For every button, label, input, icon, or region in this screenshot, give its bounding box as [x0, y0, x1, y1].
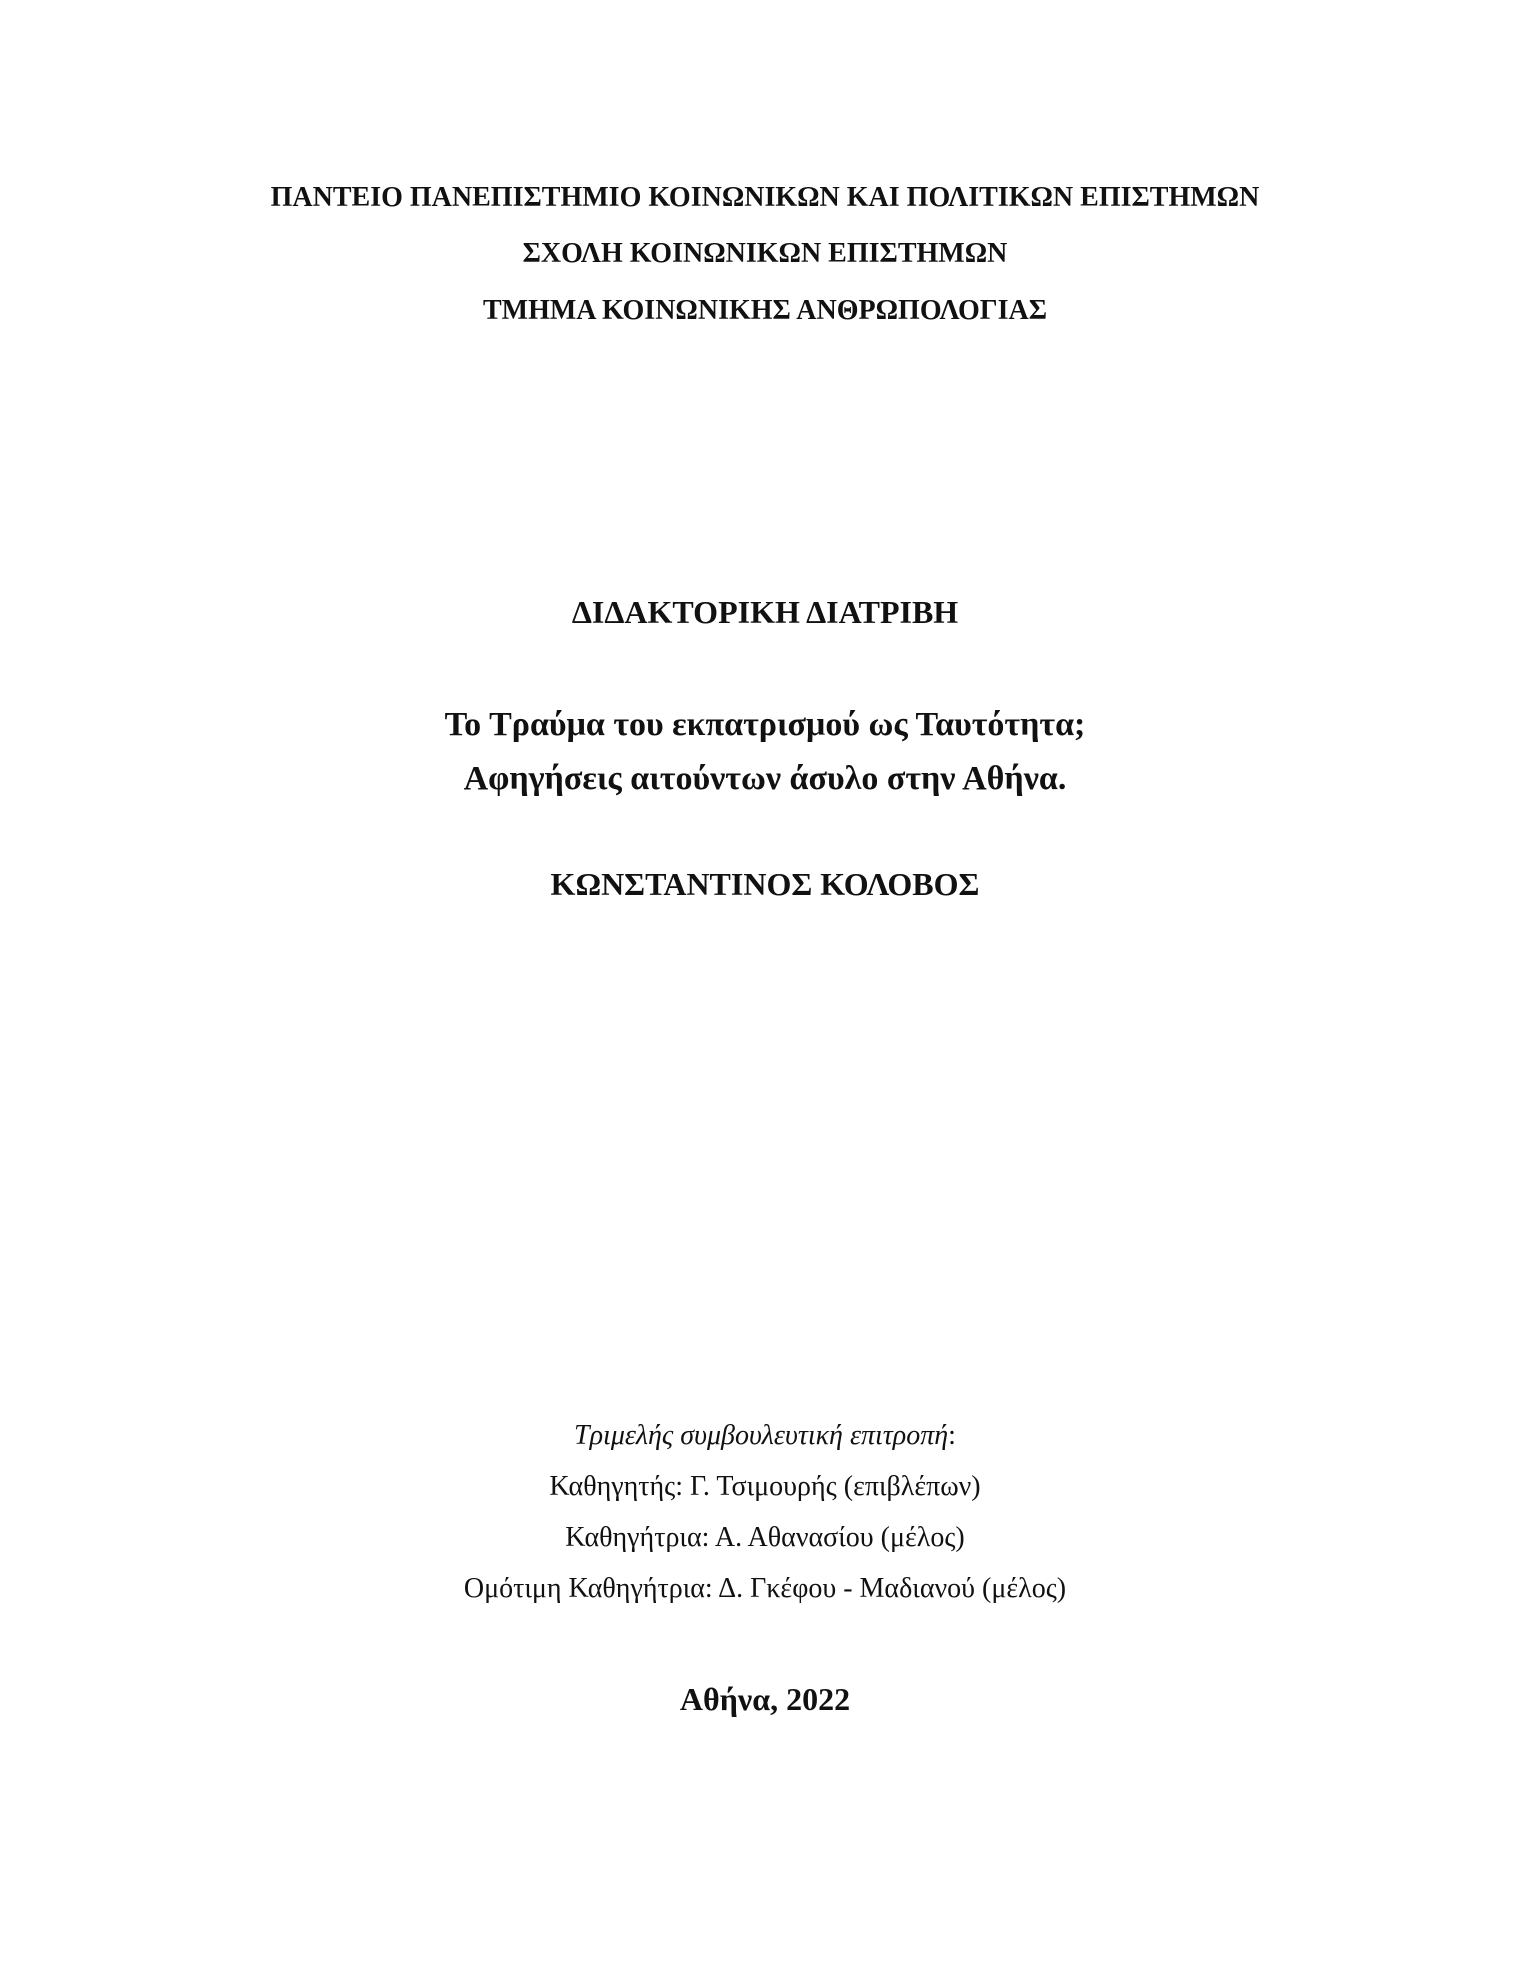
university-name: ΠΑΝΤΕΙΟ ΠΑΝΕΠΙΣΤΗΜΙΟ ΚΟΙΝΩΝΙΚΩΝ ΚΑΙ ΠΟΛΙΤΙΚΩΝ ΕΠΙΣΤΗΜΩΝ	[270, 182, 1260, 213]
department-name: ΤΜΗΜΑ ΚΟΙΝΩΝΙΚΗΣ ΑΝΘΡΩΠΟΛΟΓΙΑΣ	[482, 295, 1048, 326]
committee-member: Καθηγητής: Γ. Τσιμουρής (επιβλέπων)	[549, 1471, 981, 1502]
author-name: ΚΩΝΣΤΑΝΤΙΝΟΣ ΚΟΛΟΒΟΣ	[550, 866, 980, 902]
place-and-date: Αθήνα, 2022	[679, 1681, 851, 1717]
thesis-title-line-1: Το Τραύμα του εκπατρισμού ως Ταυτότητα;	[444, 706, 1086, 743]
committee-heading-text: Τριμελής συμβουλευτική επιτροπή	[574, 1420, 949, 1451]
document-type: ΔΙΔΑΚΤΟΡΙΚΗ ΔΙΑΤΡΙΒΗ	[571, 594, 959, 630]
thesis-title-line-2: Αφηγήσεις αιτούντων άσυλο στην Αθήνα.	[463, 760, 1067, 797]
committee-member: Ομότιμη Καθηγήτρια: Δ. Γκέφου - Μαδιανού (μέλος)	[463, 1573, 1067, 1604]
school-name: ΣΧΟΛΗ ΚΟΙΝΩΝΙΚΩΝ ΕΠΙΣΤΗΜΩΝ	[522, 238, 1008, 269]
committee-heading	[0, 1422, 1530, 1450]
committee-member: Καθηγήτρια: Α. Αθανασίου (μέλος)	[565, 1522, 965, 1553]
committee-heading-colon: :	[948, 1420, 956, 1451]
